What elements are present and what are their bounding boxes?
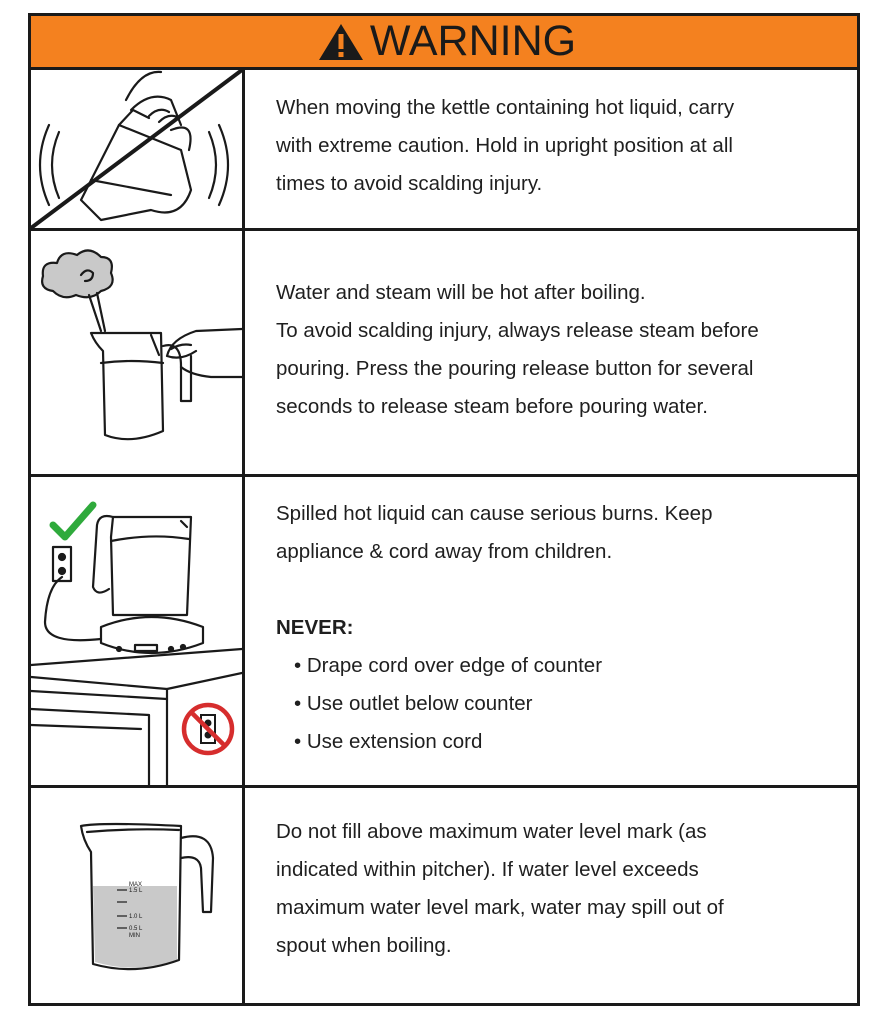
text-line: times to avoid scalding injury. [276,172,543,195]
warning-title: WARNING [369,17,577,65]
level-mark: 0.5 L [129,926,143,932]
kettle-on-counter-outlet-icon [31,477,245,785]
text-line: Spilled hot liquid can cause serious burns. Keep [276,502,713,525]
section-carry-text [276,89,845,203]
text-line: When moving the kettle containing hot liquid, carry [276,96,735,119]
never-item: • Use extension cord [294,730,483,753]
never-item: • Use outlet below counter [294,692,533,715]
level-mark: 1.5 L [129,888,143,894]
section-carry-caution [31,70,857,231]
warning-banner [31,16,857,70]
warning-sheet [28,13,860,1006]
text-line: pouring. Press the pouring release button for several [276,357,754,380]
level-mark: MAX [129,882,143,888]
carry-kettle-prohibited-icon [31,70,245,228]
steam-release-pouring-icon [31,231,245,474]
level-mark: 1.0 L [129,914,143,920]
section-max-fill [31,788,857,1003]
text-line: To avoid scalding injury, always release steam before [276,319,759,342]
section-steam-release [31,231,857,477]
pitcher-water-level-icon [31,788,245,1003]
text-line: maximum water level mark, water may spill out of [276,896,724,919]
text-line: Water and steam will be hot after boiling. [276,281,646,304]
warning-triangle-icon [318,23,364,61]
section-spill-text [276,495,845,761]
text-line: spout when boiling. [276,934,452,957]
text-line: with extreme caution. Hold in upright position at all [276,134,733,157]
never-item: • Drape cord over edge of counter [294,654,603,677]
never-heading: NEVER: [276,616,354,639]
section-steam-text [276,274,845,426]
text-line: indicated within pitcher). If water level exceeds [276,858,699,881]
section-max-fill-text [276,813,845,965]
text-line: Do not fill above maximum water level mark (as [276,820,707,843]
text-line: appliance & cord away from children. [276,540,613,563]
text-line: seconds to release steam before pouring water. [276,395,708,418]
section-spill-burns [31,477,857,788]
level-mark: MIN [129,933,140,939]
